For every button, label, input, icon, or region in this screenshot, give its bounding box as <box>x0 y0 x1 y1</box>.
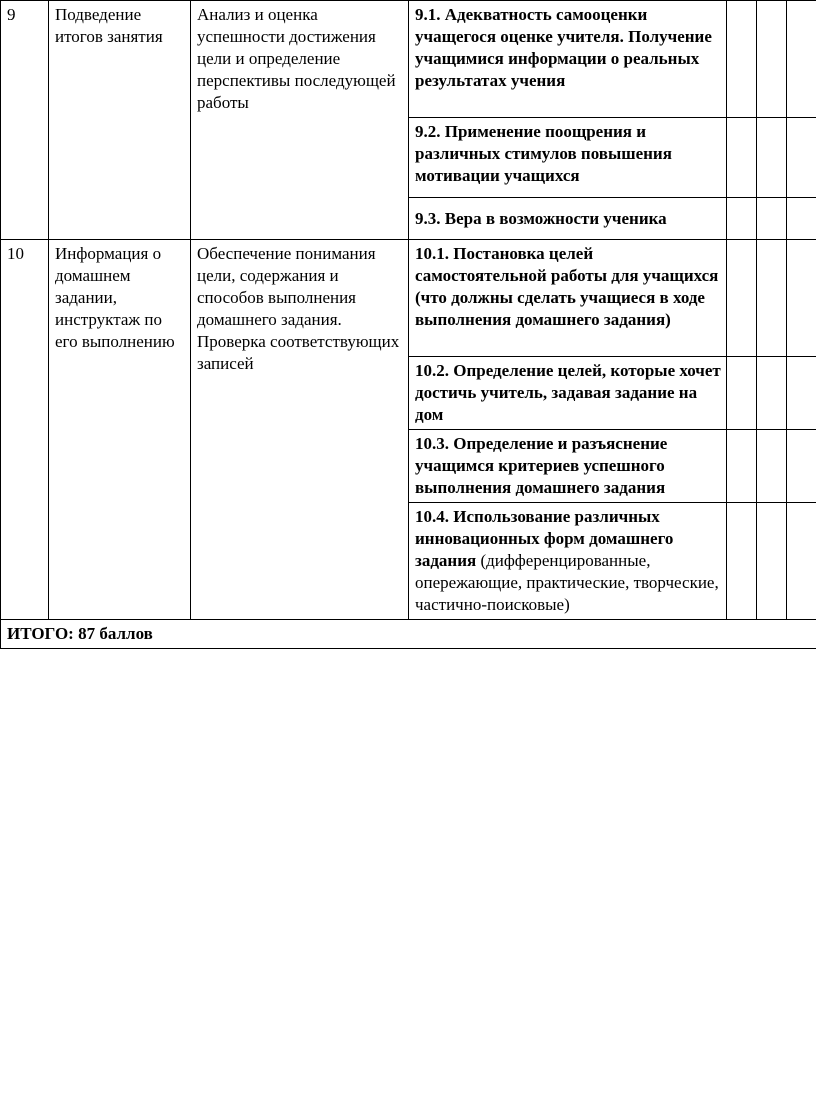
score-cell <box>727 118 757 198</box>
criterion-text: 10.3. Определение и разъяснение учащимся критериев успешного выполнения домашнего задания <box>415 434 668 497</box>
criterion-cell <box>409 118 727 198</box>
table-row <box>1 240 816 357</box>
content-cell: Обеспечение понимания цели, содержания и способов выполнения домашнего задания. Проверка соответствующих записей <box>191 240 409 620</box>
content-cell: Анализ и оценка успешности достижения цели и определение перспективы последующей работы <box>191 1 409 240</box>
score-cell <box>787 357 816 430</box>
score-cell <box>757 357 787 430</box>
criterion-cell <box>409 430 727 503</box>
score-cell <box>727 357 757 430</box>
score-cell <box>727 198 757 240</box>
score-cell <box>757 198 787 240</box>
criterion-cell <box>409 1 727 118</box>
score-cell <box>727 240 757 357</box>
criterion-cell <box>409 503 727 620</box>
score-cell <box>727 1 757 118</box>
score-cell <box>787 1 816 118</box>
score-cell <box>787 240 816 357</box>
criterion-note: (дифференцированные, опережающие, практические, творческие, частично-поисковые) <box>415 551 719 614</box>
criterion-text: 10.1. Постановка целей самостоятельной работы для учащихся (что должны сделать учащиеся в ходе выполнения домашнего задания) <box>415 244 719 329</box>
criterion-cell <box>409 357 727 430</box>
criterion-cell <box>409 198 727 240</box>
stage-cell: Информация о домашнем задании, инструктаж по его выполнению <box>49 240 191 620</box>
stage-cell: Подведение итогов занятия <box>49 1 191 240</box>
score-cell <box>757 503 787 620</box>
score-cell <box>787 198 816 240</box>
table-row <box>1 1 816 118</box>
criterion-text: 10.2. Определение целей, которые хочет достичь учитель, задавая задание на дом <box>415 361 721 424</box>
score-cell <box>757 240 787 357</box>
score-cell <box>787 503 816 620</box>
criterion-text: 9.1. Адекватность самооценки учащегося оценке учителя. Получение учащимися информации о реальных результатах учения <box>415 5 712 90</box>
score-cell <box>757 118 787 198</box>
criterion-cell <box>409 240 727 357</box>
score-cell <box>787 118 816 198</box>
criterion-text: 9.3. Вера в возможности ученика <box>415 208 667 228</box>
score-cell <box>727 430 757 503</box>
total-row <box>1 620 816 649</box>
total-score: ИТОГО: 87 баллов <box>1 620 816 649</box>
row-number: 10 <box>1 240 49 620</box>
score-cell <box>757 1 787 118</box>
score-cell <box>757 430 787 503</box>
row-number: 9 <box>1 1 49 240</box>
score-cell <box>787 430 816 503</box>
criterion-text: 10.4. Использование различных инновационных форм домашнего задания <box>415 507 674 570</box>
score-cell <box>727 503 757 620</box>
criterion-text: 9.2. Применение поощрения и различных стимулов повышения мотивации учащихся <box>415 122 672 185</box>
